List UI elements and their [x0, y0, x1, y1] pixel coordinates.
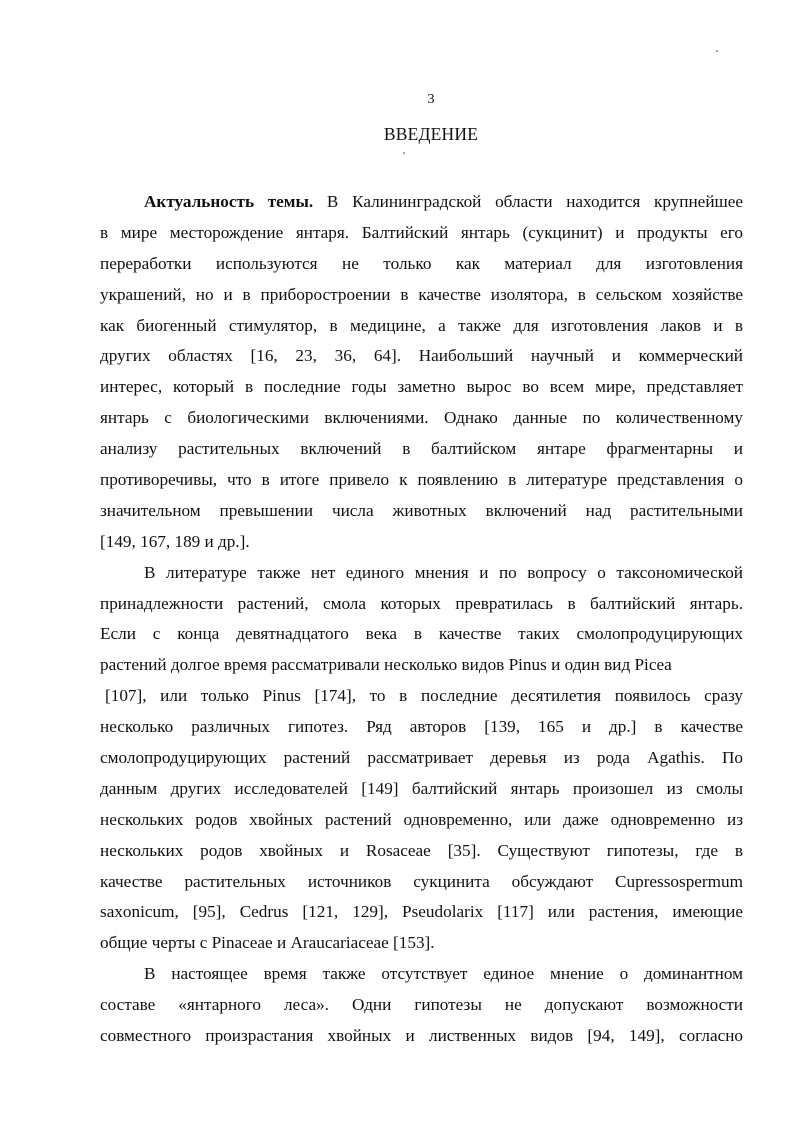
- section-heading: ВВЕДЕНИЕ: [383, 124, 479, 144]
- text-line: В литературе также нет единого мнения и по вопросу о таксономической: [144, 562, 743, 582]
- text-line: смолопродуцирующих растений рассматривает деревья из рода Agathis. По: [100, 748, 743, 768]
- text-line: янтарь с биологическими включениями. Однако данные по количественному: [100, 408, 743, 428]
- text-line: растений долгое время рассматривали несколько видов Pinus и один вид Picea: [100, 655, 672, 675]
- text-line: несколько различных гипотез. Ряд авторов [139, 165 и др.] в качестве: [100, 717, 743, 737]
- text-line: данным других исследователей [149] балтийский янтарь произошел из смолы: [100, 778, 743, 798]
- relevance-lead: Актуальность темы.: [144, 192, 314, 211]
- scan-speck: [403, 152, 405, 154]
- text-line: [149, 167, 189 и др.].: [100, 531, 250, 551]
- text-line: других областях [16, 23, 36, 64]. Наибольший научный и коммерческий: [100, 346, 743, 366]
- text-line: составе «янтарного леса». Одни гипотезы не допускают возможности: [100, 995, 743, 1015]
- paragraph-amber-forest: [100, 959, 743, 1052]
- text-line: анализу растительных включений в балтийском янтаре фрагментарны и: [100, 439, 743, 459]
- text-line: противоречивы, что в итоге привело к появлению в литературе представления о: [100, 470, 743, 490]
- text-line: Актуальность темы. В Калининградской области находится крупнейшее: [144, 192, 744, 211]
- scan-speck: [716, 50, 718, 52]
- text-line: [107], или только Pinus [174], то в последние десятилетия появилось сразу: [105, 686, 743, 706]
- body-text: [100, 187, 743, 1052]
- text-line: переработки используются не только как материал для изготовления: [100, 253, 743, 273]
- text-line: нескольких родов хвойных растений одновременно, или даже одновременно из: [100, 809, 743, 829]
- text-line: совместного произрастания хвойных и лиственных видов [94, 149], согласно: [100, 1026, 743, 1046]
- paragraph-taxonomy: [100, 558, 743, 960]
- text-line: общие черты с Pinaceae и Araucariaceae [153].: [100, 933, 435, 953]
- text-line: как биогенный стимулятор, в медицине, а также для изготовления лаков и в: [100, 315, 743, 335]
- text-line: Если с конца девятнадцатого века в качестве таких смолопродуцирующих: [100, 624, 743, 644]
- text-line: качестве растительных источников сукцинита обсуждают Cupressospermum: [100, 871, 743, 891]
- text-line: нескольких родов хвойных и Rosaceae [35]. Существуют гипотезы, где в: [100, 840, 743, 860]
- text-line: saxonicum, [95], Cedrus [121, 129], Pseudolarix [117] или растения, имеющие: [100, 902, 743, 922]
- text-line: принадлежности растений, смола которых превратилась в балтийский янтарь.: [100, 593, 743, 613]
- page-number: 3: [427, 92, 435, 107]
- text-line: в мире месторождение янтаря. Балтийский янтарь (сукцинит) и продукты его: [100, 222, 743, 242]
- text-line: украшений, но и в приборостроении в качестве изолятора, в сельском хозяйстве: [100, 284, 743, 304]
- paragraph-relevance: [100, 187, 743, 558]
- text-line: интерес, который в последние годы заметно вырос во всем мире, представляет: [100, 377, 743, 397]
- text-line: значительном превышении числа животных включений над растительными: [100, 500, 743, 520]
- text-line: В настоящее время также отсутствует единое мнение о доминантном: [144, 964, 743, 984]
